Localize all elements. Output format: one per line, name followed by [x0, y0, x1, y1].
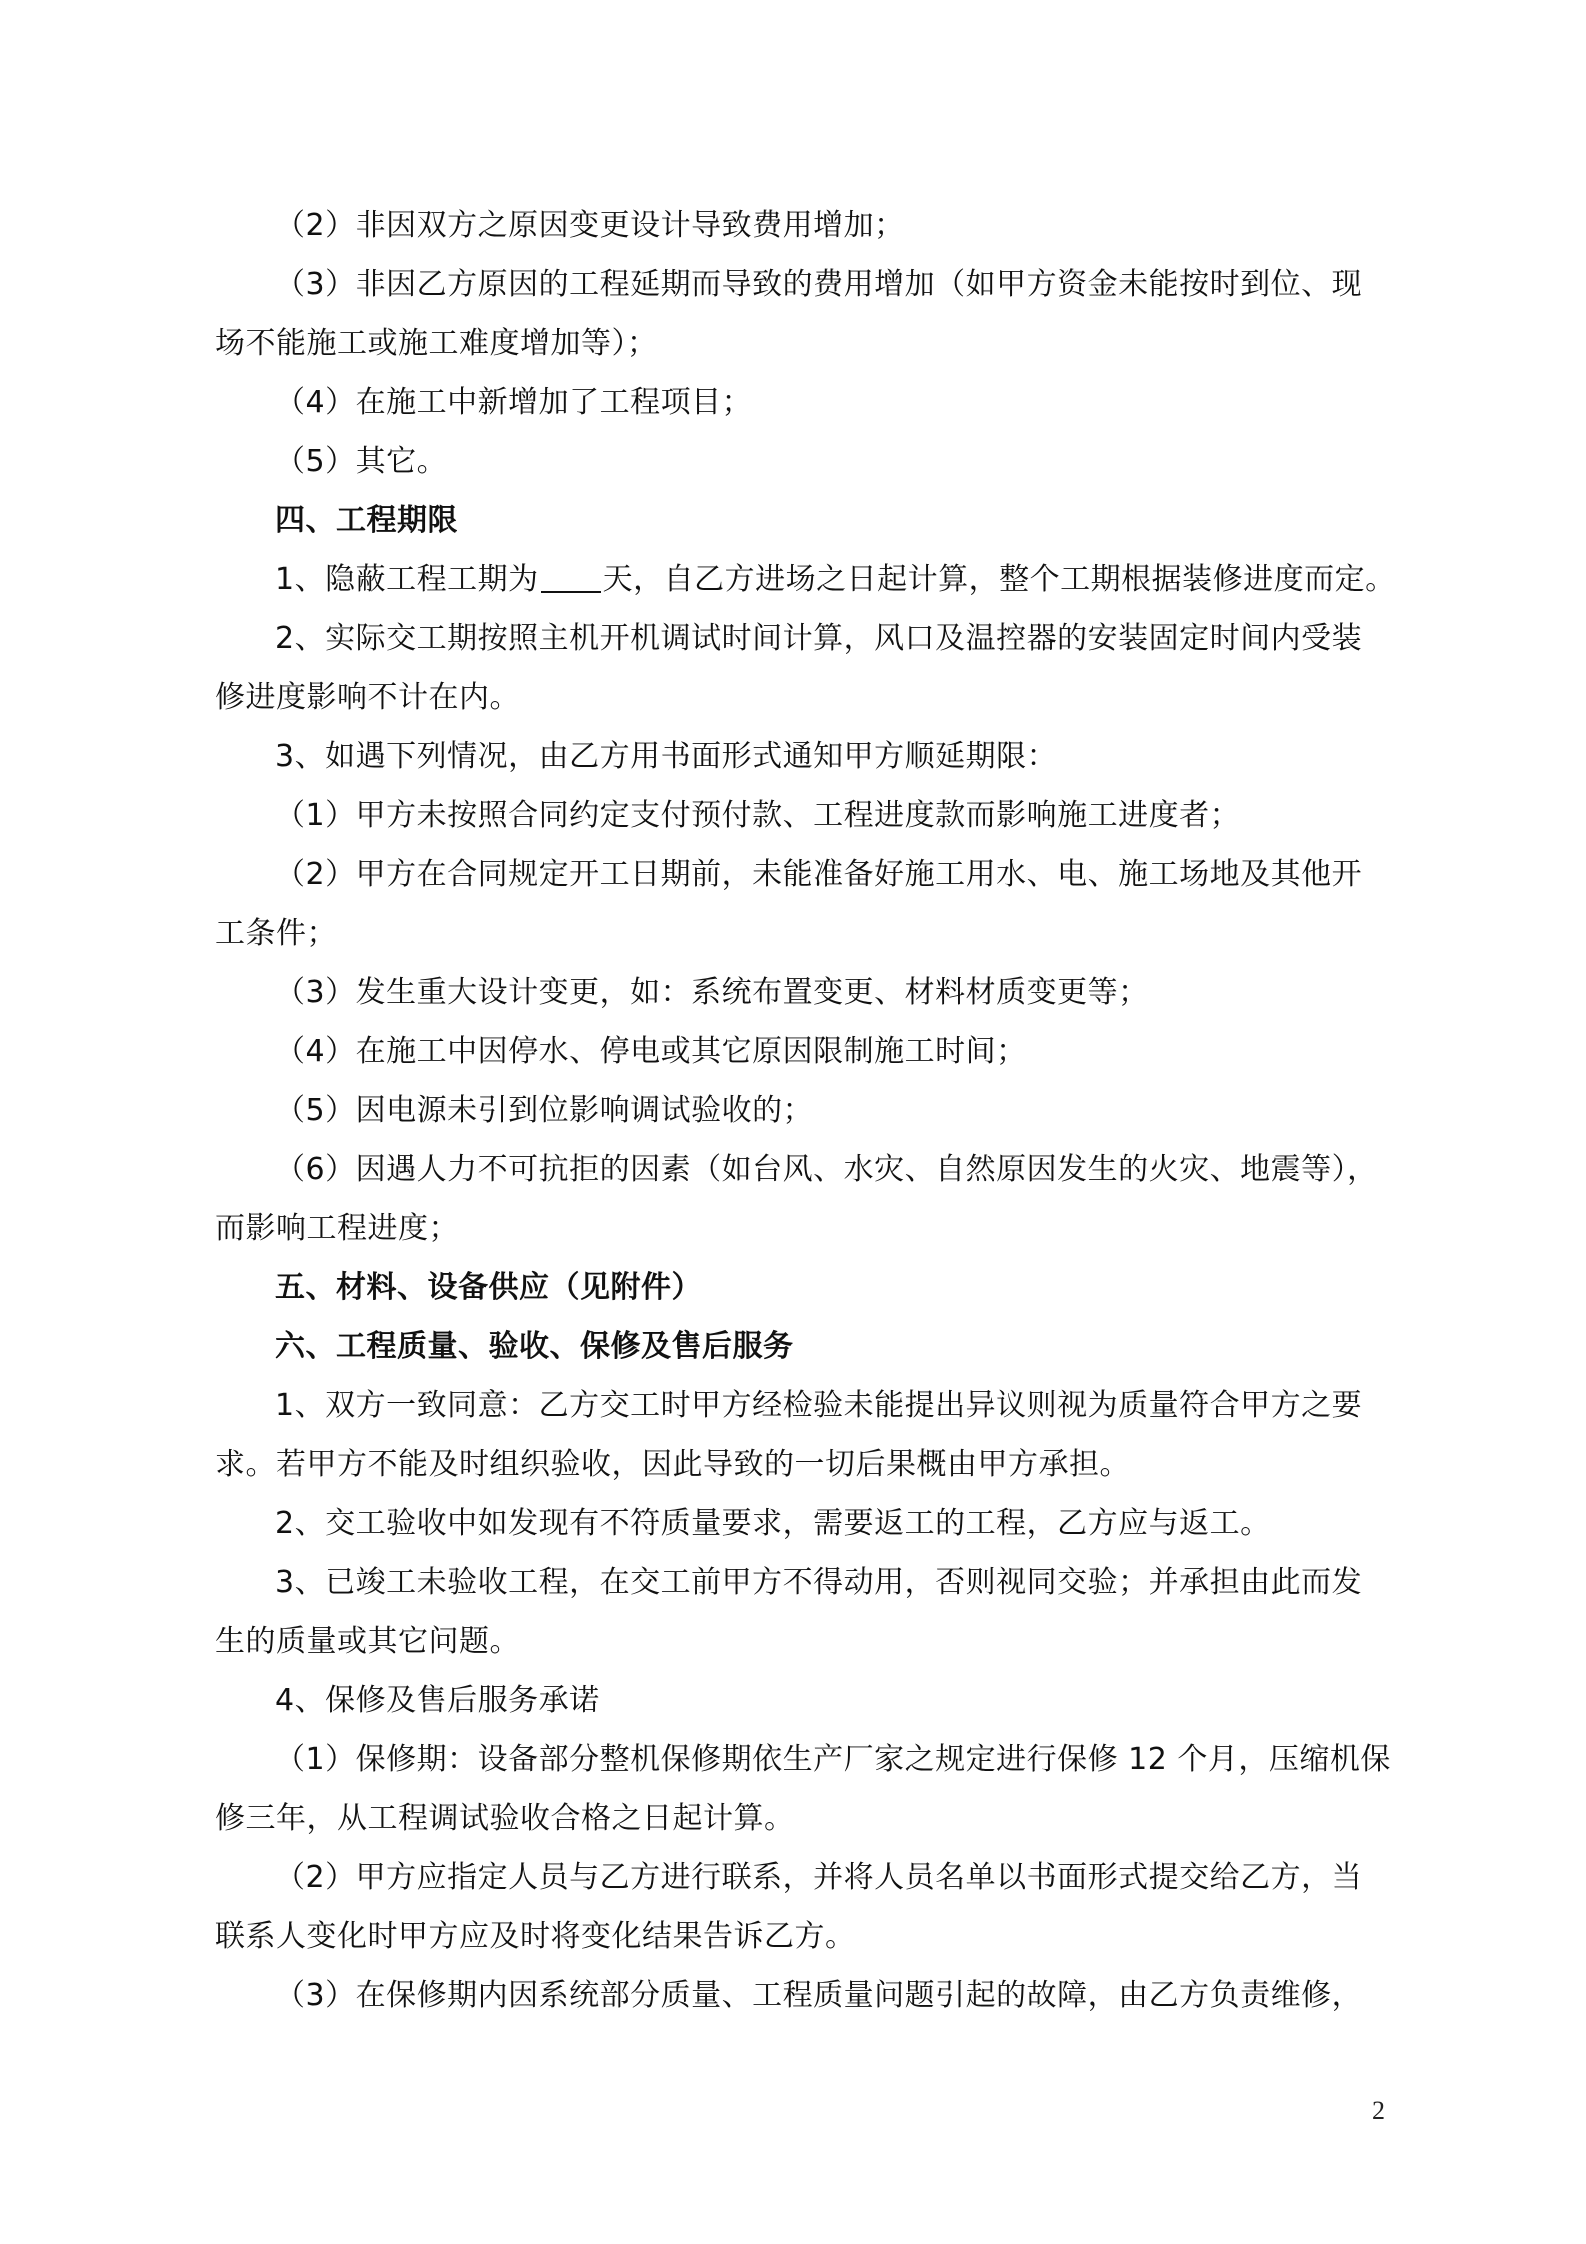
paragraph-continuation: 修进度影响不计在内。 — [215, 680, 520, 715]
paragraph-continuation: 场不能施工或施工难度增加等）； — [215, 326, 658, 361]
paragraph: 1、双方一致同意：乙方交工时甲方经检验未能提出异议则视为质量符合甲方之要 — [275, 1388, 1363, 1423]
paragraph: （5）因电源未引到位影响调试验收的； — [275, 1093, 814, 1128]
paragraph: 4、保修及售后服务承诺 — [275, 1683, 600, 1718]
paragraph: （1）甲方未按照合同约定支付预付款、工程进度款而影响施工进度者； — [275, 798, 1241, 833]
paragraph: （4）在施工中因停水、停电或其它原因限制施工时间； — [275, 1034, 1027, 1069]
paragraph-text: 天，自乙方进场之日起计算，整个工期根据装修进度而定。 — [602, 562, 1396, 597]
paragraph: （3）发生重大设计变更，如：系统布置变更、材料材质变更等； — [275, 975, 1149, 1010]
paragraph: 3、已竣工未验收工程，在交工前甲方不得动用，否则视同交验；并承担由此而发 — [275, 1565, 1363, 1600]
paragraph-continuation: 工条件； — [215, 916, 337, 951]
paragraph-continuation: 联系人变化时甲方应及时将变化结果告诉乙方。 — [215, 1919, 856, 1954]
paragraph: （2）非因双方之原因变更设计导致费用增加； — [275, 208, 905, 243]
section-heading: 六、工程质量、验收、保修及售后服务 — [275, 1329, 794, 1364]
paragraph: 2、实际交工期按照主机开机调试时间计算，风口及温控器的安装固定时间内受装 — [275, 621, 1363, 656]
section-heading: 五、材料、设备供应（见附件） — [275, 1270, 702, 1305]
paragraph-continuation: 而影响工程进度； — [215, 1211, 459, 1246]
document-body — [215, 196, 1396, 2025]
paragraph: （5）其它。 — [275, 444, 448, 479]
page-number: 2 — [1372, 2096, 1385, 2125]
paragraph: （6）因遇人力不可抗拒的因素（如台风、水灾、自然原因发生的火灾、地震等）， — [275, 1152, 1378, 1187]
paragraph-text: 1、隐蔽工程工期为 — [275, 562, 539, 597]
paragraph-continuation: 生的质量或其它问题。 — [215, 1624, 520, 1659]
paragraph: （3）在保修期内因系统部分质量、工程质量问题引起的故障，由乙方负责维修， — [275, 1978, 1363, 2013]
paragraph: 3、如遇下列情况，由乙方用书面形式通知甲方顺延期限： — [275, 739, 1058, 774]
paragraph — [215, 550, 1396, 609]
paragraph-continuation: 求。若甲方不能及时组织验收，因此导致的一切后果概由甲方承担。 — [215, 1447, 1130, 1482]
fill-in-blank — [541, 561, 601, 593]
section-heading: 四、工程期限 — [275, 503, 458, 538]
paragraph: （1）保修期：设备部分整机保修期依生产厂家之规定进行保修 12 个月，压缩机保 — [275, 1742, 1391, 1777]
paragraph: （3）非因乙方原因的工程延期而导致的费用增加（如甲方资金未能按时到位、现 — [275, 267, 1363, 302]
paragraph: 2、交工验收中如发现有不符质量要求，需要返工的工程，乙方应与返工。 — [275, 1506, 1271, 1541]
paragraph-continuation: 修三年，从工程调试验收合格之日起计算。 — [215, 1801, 795, 1836]
paragraph: （2）甲方应指定人员与乙方进行联系，并将人员名单以书面形式提交给乙方，当 — [275, 1860, 1363, 1895]
paragraph: （2）甲方在合同规定开工日期前，未能准备好施工用水、电、施工场地及其他开 — [275, 857, 1363, 892]
paragraph: （4）在施工中新增加了工程项目； — [275, 385, 753, 420]
